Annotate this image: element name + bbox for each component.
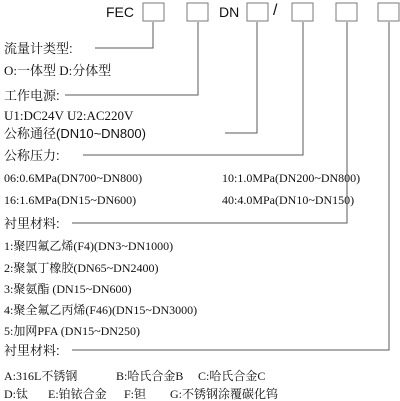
power-heading: 工作电源:: [4, 88, 60, 103]
connector-nominal: [225, 22, 257, 133]
lining-item-1: 1:聚四氟乙烯(F4)(DN3~DN1000): [4, 239, 174, 253]
lining-item-4: 4:聚全氟乙丙烯(F46)(DN15~DN3000): [4, 303, 198, 317]
code-slash: /: [273, 2, 278, 19]
code-dn: DN: [219, 4, 240, 20]
pressure-10: 10:1.0MPa(DN200~DN800): [222, 171, 361, 185]
electrode-f: F:钽: [124, 387, 147, 401]
flow-type-heading: 流量计类型:: [4, 41, 73, 56]
pressure-06: 06:0.6MPa(DN700~DN800): [4, 171, 143, 185]
electrode-c: C:哈氏合金C: [198, 369, 266, 383]
code-box-1: [143, 3, 164, 21]
power-options: U1:DC24V U2:AC220V: [4, 108, 134, 123]
electrode-e: E:铂铱合金: [48, 387, 107, 401]
pressure-16: 16:1.6MPa(DN15~DN600): [4, 193, 137, 207]
code-box-5: [336, 3, 357, 21]
nominal-diameter-heading: 公称通径(DN10~DN800): [4, 126, 146, 141]
electrode-b: B:哈氏合金B: [116, 369, 184, 383]
pressure-40: 40:4.0MPa(DN10~DN150): [222, 193, 355, 207]
code-prefix: FEC: [106, 4, 134, 20]
electrode-heading: 衬里材料:: [4, 343, 60, 358]
connector-power: [65, 22, 198, 95]
electrode-a: A:316L不锈钢: [4, 369, 78, 383]
code-box-4: [292, 3, 313, 21]
lining-item-5: 5:加网PFA (DN15~DN250): [4, 324, 140, 338]
connector-flow-type: [95, 22, 153, 48]
pressure-heading: 公称压力:: [4, 148, 60, 163]
code-box-6: [378, 3, 399, 21]
flow-type-options: O:一体型 D:分体型: [4, 63, 112, 78]
lining-item-2: 2:聚氯丁橡胶(DN65~DN2400): [4, 261, 159, 275]
electrode-g: G:不锈钢涂覆碳化钨: [170, 387, 279, 401]
code-box-2: [187, 3, 208, 21]
electrode-d: D:钛: [4, 387, 29, 401]
code-box-3: [247, 3, 268, 21]
lining-heading: 衬里材料:: [4, 216, 60, 231]
connector-electrode: [72, 22, 389, 350]
lining-item-3: 3:聚氨酯 (DN15~DN600): [4, 282, 132, 296]
